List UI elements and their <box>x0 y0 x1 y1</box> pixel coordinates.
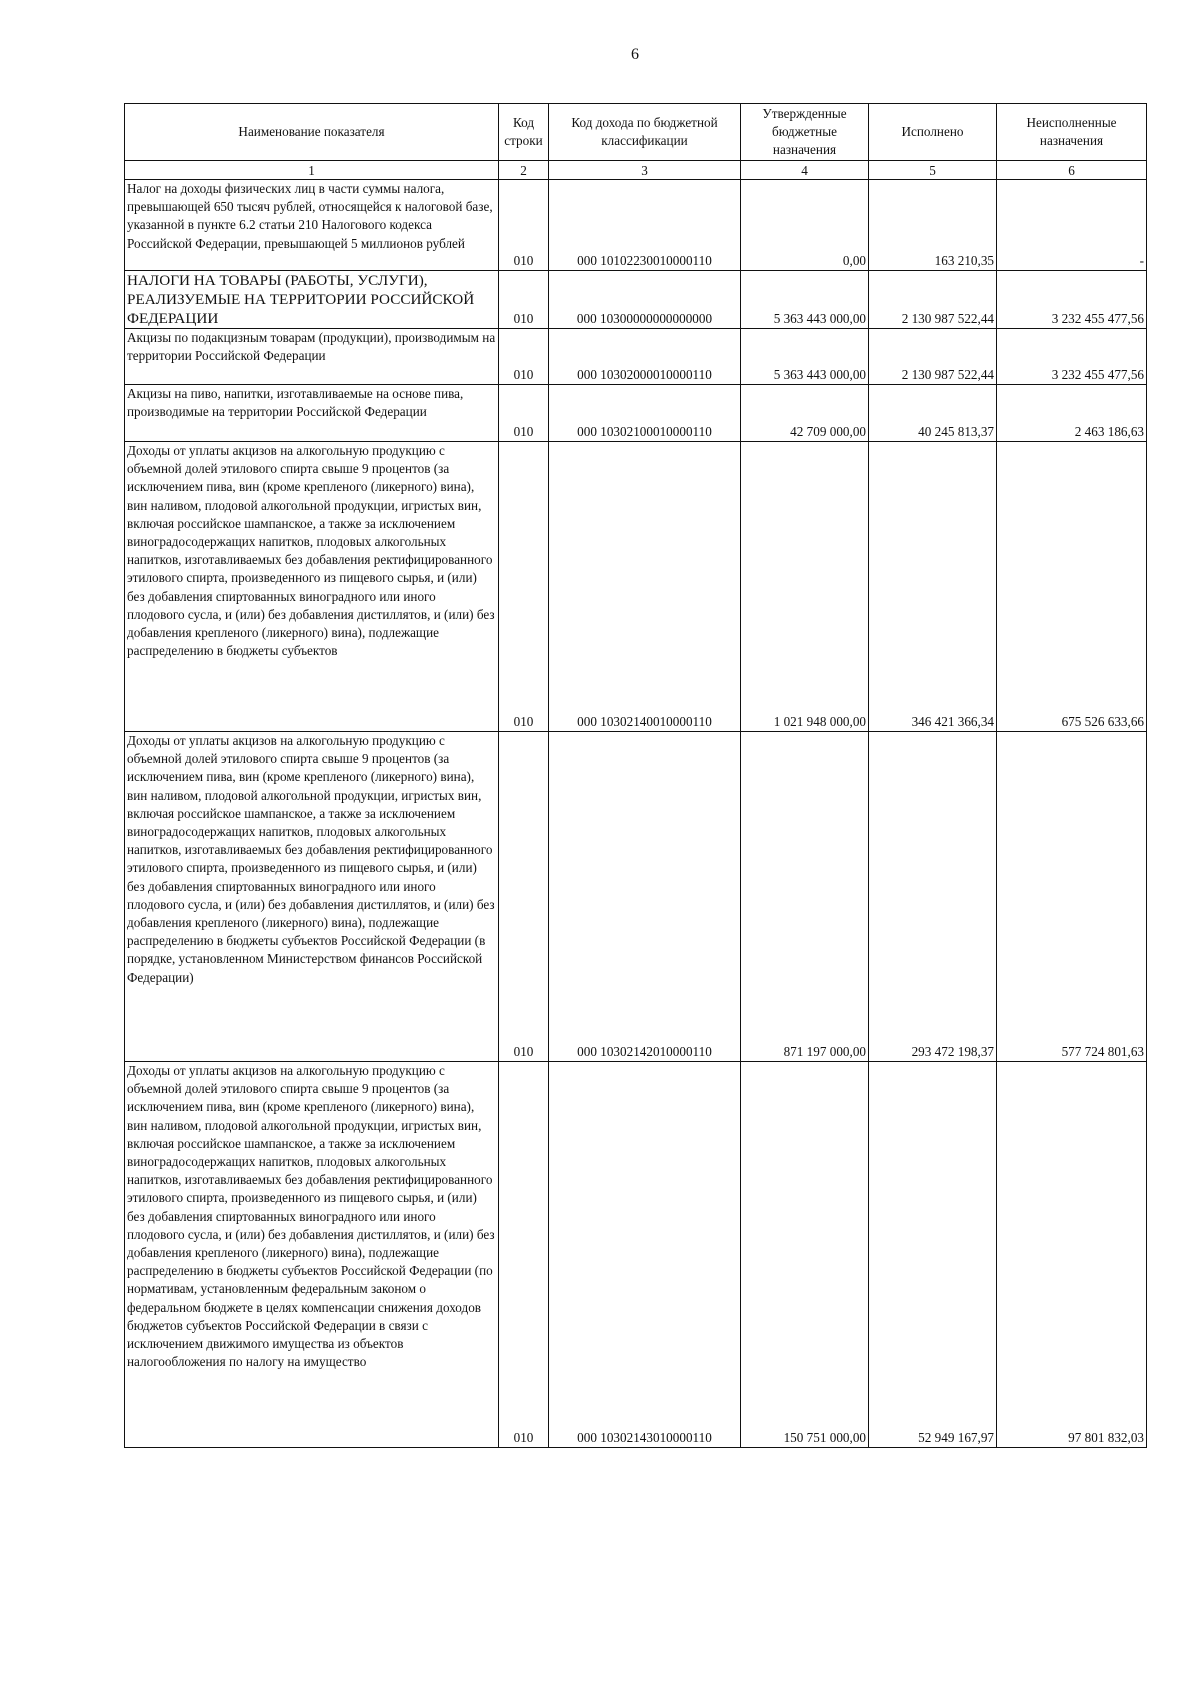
unexecuted-value: 3 232 455 477,56 <box>997 329 1147 385</box>
indicator-name: НАЛОГИ НА ТОВАРЫ (РАБОТЫ, УСЛУГИ), РЕАЛИЗУЕМЫЕ НА ТЕРРИТОРИИ РОССИЙСКОЙ ФЕДЕРАЦИИ <box>125 271 499 329</box>
executed-value: 346 421 366,34 <box>869 442 997 732</box>
table-row <box>125 180 1147 271</box>
line-code: 010 <box>499 732 549 1062</box>
unexecuted-value: 3 232 455 477,56 <box>997 271 1147 329</box>
unexecuted-value: 577 724 801,63 <box>997 732 1147 1062</box>
column-number-row <box>125 161 1147 180</box>
header-approved: Утвержденные бюджетные назначения <box>741 104 869 161</box>
table-row <box>125 732 1147 1062</box>
header-executed: Исполнено <box>869 104 997 161</box>
approved-value: 150 751 000,00 <box>741 1062 869 1448</box>
approved-value: 5 363 443 000,00 <box>741 271 869 329</box>
column-number: 6 <box>997 161 1147 180</box>
header-line-code: Код строки <box>499 104 549 161</box>
executed-value: 52 949 167,97 <box>869 1062 997 1448</box>
header-indicator-name: Наименование показателя <box>125 104 499 161</box>
executed-value: 40 245 813,37 <box>869 385 997 442</box>
budget-code: 000 10102230010000110 <box>549 180 741 271</box>
table-row <box>125 1062 1147 1448</box>
budget-code: 000 10302100010000110 <box>549 385 741 442</box>
table-row <box>125 385 1147 442</box>
table-row <box>125 329 1147 385</box>
header-unexecuted: Неисполненные назначения <box>997 104 1147 161</box>
budget-code: 000 10300000000000000 <box>549 271 741 329</box>
indicator-name: Доходы от уплаты акцизов на алкогольную продукцию с объемной долей этилового спирта свыше 9 процентов (за исключением пива, вин (кроме крепленого (ликерного) вина), вин наливом, плодовой алкогольной продукции, игристых вин, включая российское шампанское, а также за исключением виноградосодержащих напитков, плодовых алкогольных напитков, изготавливаемых без добавления ректифицированного этилового спирта, произведенного из пищевого сырья, и (или) без добавления спиртованных виноградного или иного плодового сусла, и (или) без добавления дистиллятов, и (или) без добавления крепленого (ликерного) вина), подлежащие распределению в бюджеты субъектов <box>125 442 499 732</box>
approved-value: 1 021 948 000,00 <box>741 442 869 732</box>
approved-value: 0,00 <box>741 180 869 271</box>
approved-value: 5 363 443 000,00 <box>741 329 869 385</box>
budget-code: 000 10302000010000110 <box>549 329 741 385</box>
approved-value: 871 197 000,00 <box>741 732 869 1062</box>
unexecuted-value: 2 463 186,63 <box>997 385 1147 442</box>
line-code: 010 <box>499 442 549 732</box>
column-number: 5 <box>869 161 997 180</box>
indicator-name: Акцизы на пиво, напитки, изготавливаемые на основе пива, производимые на территории Российской Федерации <box>125 385 499 442</box>
column-number: 1 <box>125 161 499 180</box>
column-number: 3 <box>549 161 741 180</box>
line-code: 010 <box>499 180 549 271</box>
budget-code: 000 10302140010000110 <box>549 442 741 732</box>
executed-value: 2 130 987 522,44 <box>869 271 997 329</box>
column-number: 4 <box>741 161 869 180</box>
unexecuted-value: 675 526 633,66 <box>997 442 1147 732</box>
indicator-name: Доходы от уплаты акцизов на алкогольную продукцию с объемной долей этилового спирта свыше 9 процентов (за исключением пива, вин (кроме крепленого (ликерного) вина), вин наливом, плодовой алкогольной продукции, игристых вин, включая российское шампанское, а также за исключением виноградосодержащих напитков, плодовых алкогольных напитков, изготавливаемых без добавления ректифицированного этилового спирта, произведенного из пищевого сырья, и (или) без добавления спиртованных виноградного или иного плодового сусла, и (или) без добавления дистиллятов, и (или) без добавления крепленого (ликерного) вина), подлежащие распределению в бюджеты субъектов Российской Федерации (по нормативам, установленным федеральным законом о федеральном бюджете в целях компенсации снижения доходов бюджетов субъектов Российской Федерации в связи с исключением движимого имущества из объектов налогообложения по налогу на имущество <box>125 1062 499 1448</box>
unexecuted-value: 97 801 832,03 <box>997 1062 1147 1448</box>
table-row <box>125 271 1147 329</box>
column-number: 2 <box>499 161 549 180</box>
table-row <box>125 442 1147 732</box>
line-code: 010 <box>499 329 549 385</box>
executed-value: 293 472 198,37 <box>869 732 997 1062</box>
indicator-name: Акцизы по подакцизным товарам (продукции), производимым на территории Российской Федерации <box>125 329 499 385</box>
unexecuted-value: - <box>997 180 1147 271</box>
executed-value: 2 130 987 522,44 <box>869 329 997 385</box>
line-code: 010 <box>499 385 549 442</box>
header-budget-code: Код дохода по бюджетной классификации <box>549 104 741 161</box>
indicator-name: Налог на доходы физических лиц в части суммы налога, превышающей 650 тысяч рублей, относящейся к налоговой базе, указанной в пункте 6.2 статьи 210 Налогового кодекса Российской Федерации, превышающей 5 миллионов рублей <box>125 180 499 271</box>
budget-code: 000 10302143010000110 <box>549 1062 741 1448</box>
page-number: 6 <box>631 46 639 63</box>
indicator-name: Доходы от уплаты акцизов на алкогольную продукцию с объемной долей этилового спирта свыше 9 процентов (за исключением пива, вин (кроме крепленого (ликерного) вина), вин наливом, плодовой алкогольной продукции, игристых вин, включая российское шампанское, а также за исключением виноградосодержащих напитков, плодовых алкогольных напитков, изготавливаемых без добавления ректифицированного этилового спирта, произведенного из пищевого сырья, и (или) без добавления спиртованных виноградного или иного плодового сусла, и (или) без добавления дистиллятов, и (или) без добавления крепленого (ликерного) вина), подлежащие распределению в бюджеты субъектов Российской Федерации (в порядке, установленном Министерством финансов Российской Федерации) <box>125 732 499 1062</box>
line-code: 010 <box>499 271 549 329</box>
table-header-row <box>125 104 1147 161</box>
line-code: 010 <box>499 1062 549 1448</box>
approved-value: 42 709 000,00 <box>741 385 869 442</box>
executed-value: 163 210,35 <box>869 180 997 271</box>
budget-code: 000 10302142010000110 <box>549 732 741 1062</box>
budget-execution-table <box>124 103 1147 1448</box>
